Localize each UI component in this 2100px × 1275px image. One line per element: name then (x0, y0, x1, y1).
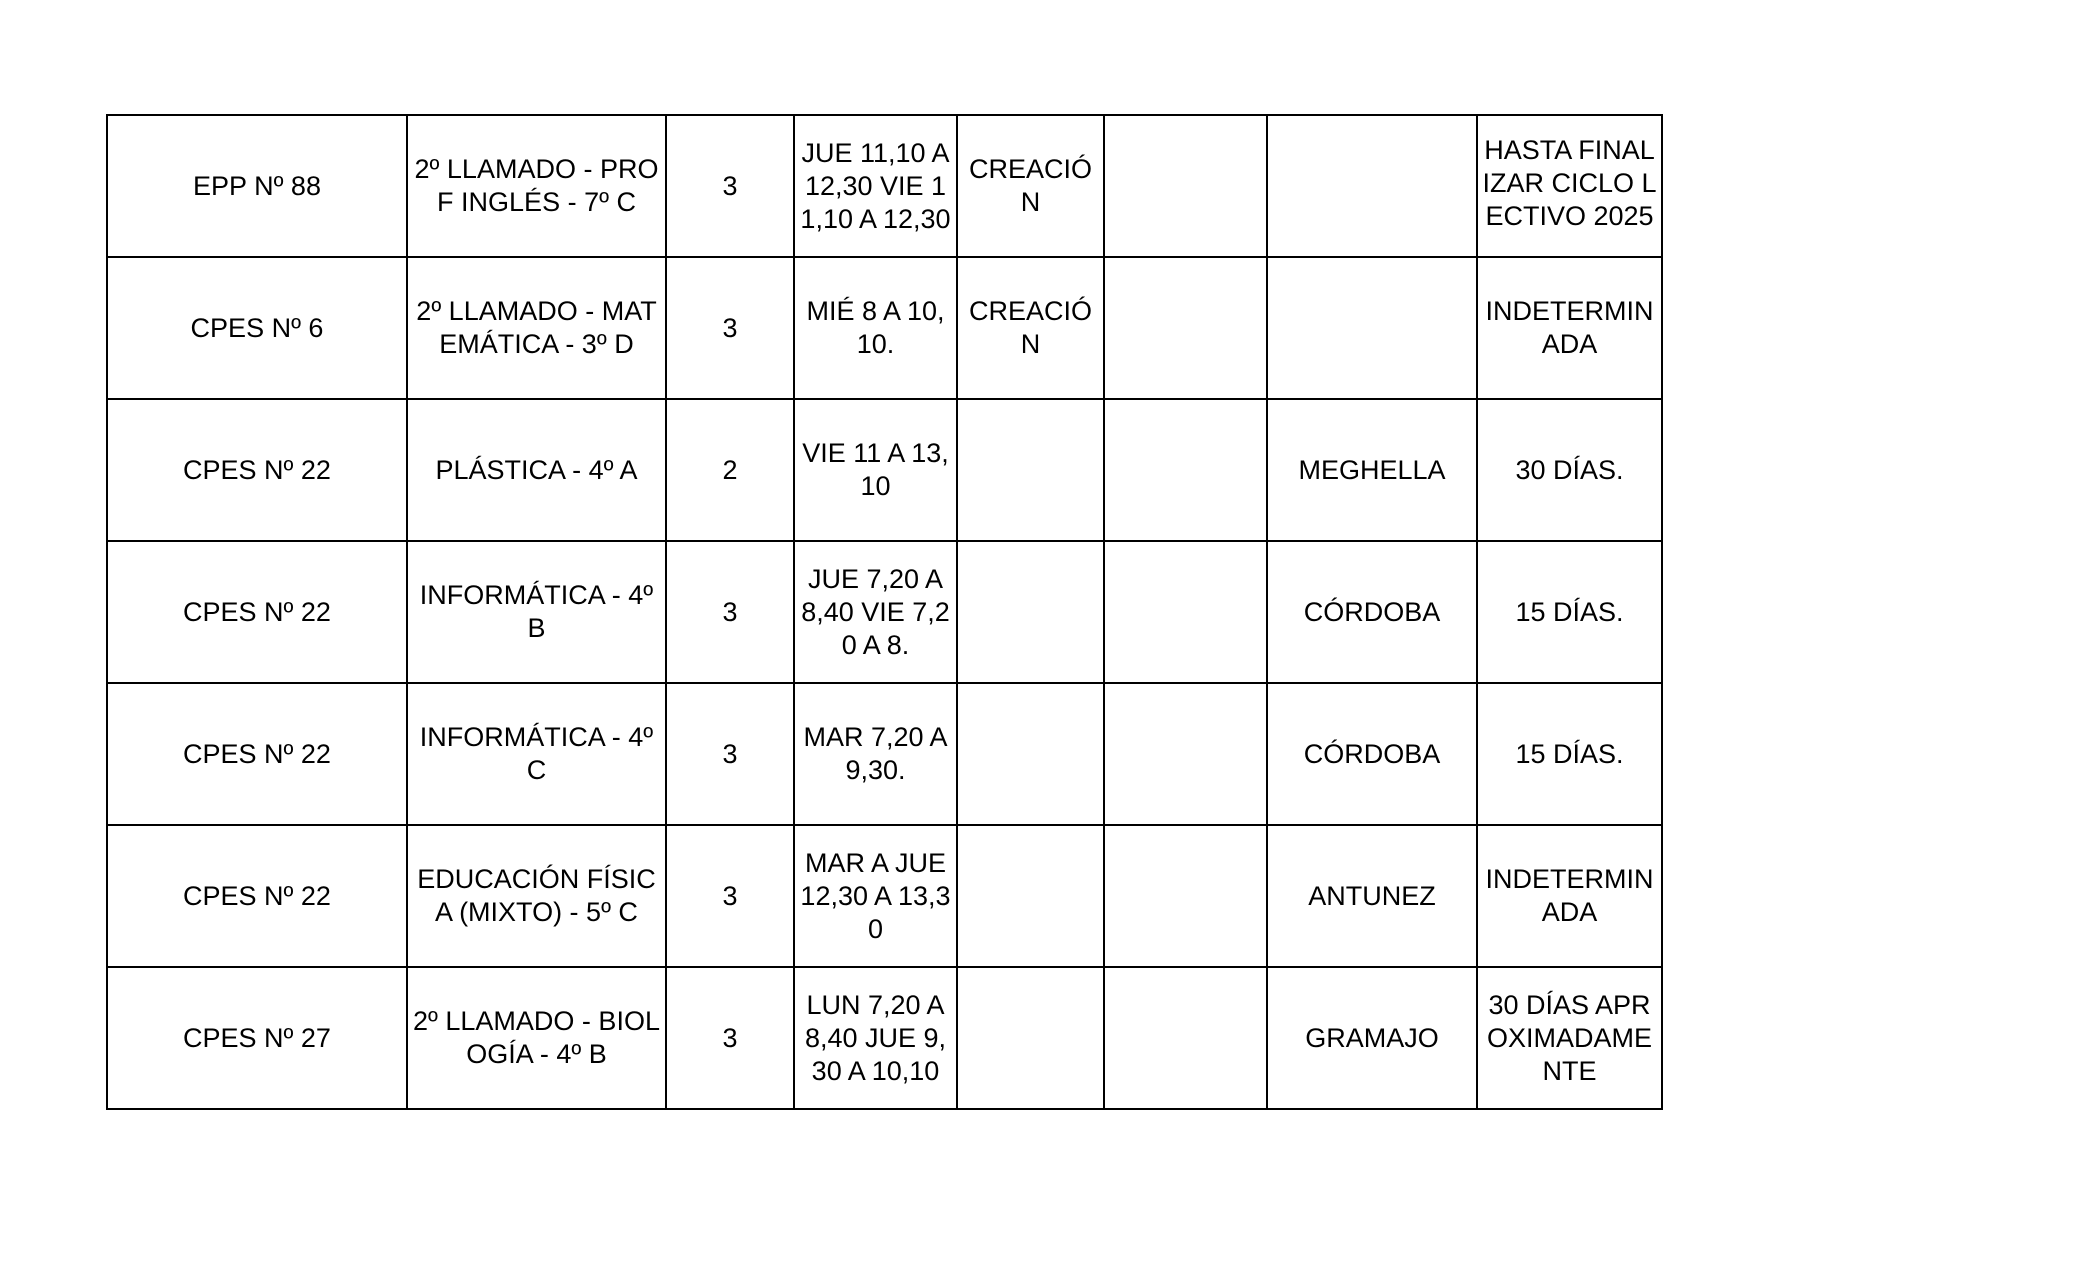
replaced-teacher-cell (1267, 257, 1477, 399)
table-row (107, 683, 1662, 825)
position-cell: 2º LLAMADO - MATEMÁTICA - 3º D (407, 257, 666, 399)
reason-cell (957, 399, 1104, 541)
school-cell: CPES Nº 22 (107, 825, 407, 967)
empty-cell (1104, 257, 1267, 399)
position-cell: 2º LLAMADO - PROF INGLÉS - 7º C (407, 115, 666, 257)
replaced-teacher-cell (1267, 115, 1477, 257)
reason-cell: CREACIÓN (957, 115, 1104, 257)
reason-cell (957, 541, 1104, 683)
empty-cell (1104, 115, 1267, 257)
empty-cell (1104, 825, 1267, 967)
hours-cell: 3 (666, 541, 794, 683)
replaced-teacher-cell: MEGHELLA (1267, 399, 1477, 541)
schedule-cell: JUE 11,10 A 12,30 VIE 11,10 A 12,30 (794, 115, 957, 257)
schedule-cell: JUE 7,20 A 8,40 VIE 7,20 A 8. (794, 541, 957, 683)
hours-cell: 3 (666, 683, 794, 825)
empty-cell (1104, 541, 1267, 683)
hours-cell: 2 (666, 399, 794, 541)
table-row (107, 399, 1662, 541)
schedule-cell: VIE 11 A 13,10 (794, 399, 957, 541)
schedule-cell: MAR A JUE 12,30 A 13,30 (794, 825, 957, 967)
duration-cell (1477, 115, 1662, 257)
empty-cell (1104, 399, 1267, 541)
table-row (107, 115, 1662, 257)
school-cell: CPES Nº 22 (107, 541, 407, 683)
replaced-teacher-cell: ANTUNEZ (1267, 825, 1477, 967)
duration-text: HASTA FINALIZAR CICLO LECTIVO 2025 (1482, 134, 1657, 231)
hours-cell: 3 (666, 257, 794, 399)
position-cell: INFORMÁTICA - 4º B (407, 541, 666, 683)
school-cell: CPES Nº 22 (107, 683, 407, 825)
duration-cell: 30 DÍAS APROXIMADAMENTE (1477, 967, 1662, 1109)
schedule-cell: LUN 7,20 A 8,40 JUE 9,30 A 10,10 (794, 967, 957, 1109)
duration-cell: INDETERMINADA (1477, 257, 1662, 399)
table-row (107, 257, 1662, 399)
reason-cell: CREACIÓN (957, 257, 1104, 399)
hours-cell: 3 (666, 115, 794, 257)
duration-cell: INDETERMINADA (1477, 825, 1662, 967)
hours-cell: 3 (666, 825, 794, 967)
vacancies-table (106, 114, 1663, 1110)
table-row (107, 825, 1662, 967)
reason-cell (957, 825, 1104, 967)
position-cell: INFORMÁTICA - 4º C (407, 683, 666, 825)
school-cell: EPP Nº 88 (107, 115, 407, 257)
table-row (107, 541, 1662, 683)
replaced-teacher-cell: CÓRDOBA (1267, 683, 1477, 825)
school-cell: CPES Nº 22 (107, 399, 407, 541)
table-row (107, 967, 1662, 1109)
empty-cell (1104, 683, 1267, 825)
schedule-cell: MAR 7,20 A 9,30. (794, 683, 957, 825)
school-cell: CPES Nº 6 (107, 257, 407, 399)
duration-cell: 15 DÍAS. (1477, 541, 1662, 683)
reason-cell (957, 967, 1104, 1109)
schedule-cell: MIÉ 8 A 10,10. (794, 257, 957, 399)
position-cell: PLÁSTICA - 4º A (407, 399, 666, 541)
position-cell: 2º LLAMADO - BIOLOGÍA - 4º B (407, 967, 666, 1109)
replaced-teacher-cell: GRAMAJO (1267, 967, 1477, 1109)
school-cell: CPES Nº 27 (107, 967, 407, 1109)
reason-cell (957, 683, 1104, 825)
duration-cell: 15 DÍAS. (1477, 683, 1662, 825)
empty-cell (1104, 967, 1267, 1109)
position-cell: EDUCACIÓN FÍSICA (MIXTO) - 5º C (407, 825, 666, 967)
hours-cell: 3 (666, 967, 794, 1109)
duration-cell: 30 DÍAS. (1477, 399, 1662, 541)
replaced-teacher-cell: CÓRDOBA (1267, 541, 1477, 683)
